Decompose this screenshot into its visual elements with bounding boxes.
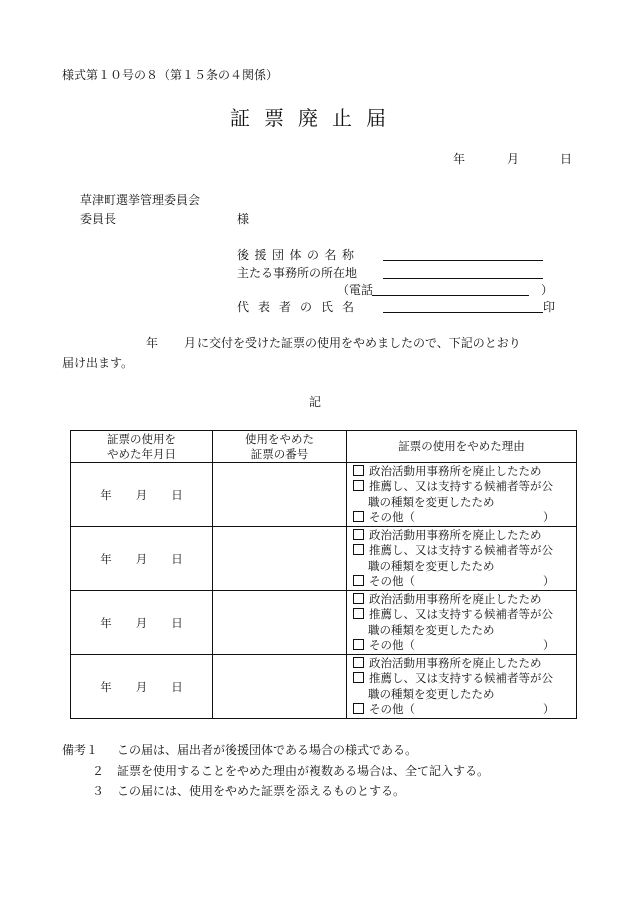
row-year: 年 [100,551,112,566]
note-text-2: 証票を使用することをやめた理由が複数ある場合は、全て記入する。 [117,764,490,778]
phone-close: ） [541,283,554,297]
row-month: 月 [135,615,148,630]
reason-table [70,430,577,719]
reason-cell [347,591,577,655]
phone-label: （電話 [337,283,374,297]
reason-text: 推薦し、又は支持する候補者等が公 [369,543,553,557]
body-text-line1: に交付を受けた証票の使用をやめましたので、下記のとおり [197,336,521,350]
row-month: 月 [135,679,148,694]
reason-text: その他（ [369,574,415,588]
office-address-field[interactable] [383,266,543,279]
reason-checkbox-changed[interactable] [353,608,364,619]
date-month: 月 [507,152,520,166]
table-row [71,591,577,655]
reason-checkbox-other[interactable] [353,639,364,650]
reason-checkbox-closed[interactable] [353,465,364,476]
reason-text: 職の種類を変更したため [368,686,495,701]
stop-date-cell[interactable] [71,655,213,719]
note-text-1: この届は、届出者が後援団体である場合の様式である。 [117,743,418,757]
reason-text: その他（ [369,638,415,652]
row-year: 年 [100,679,112,694]
reason-checkbox-closed[interactable] [353,593,364,604]
reason-text: 職の種類を変更したため [368,558,495,573]
table-header-row [71,431,577,463]
form-number: 様式第１０号の８（第１５条の４関係） [62,68,279,82]
row-year: 年 [100,487,112,502]
reason-text: 職の種類を変更したため [368,622,495,637]
phone-field[interactable] [372,283,529,296]
header-reason: 証票の使用をやめた理由 [347,431,577,463]
office-address-label: 主たる事務所の所在地 [237,266,358,280]
date-year: 年 [453,152,466,166]
row-day: 日 [171,487,183,502]
badge-number-cell[interactable] [213,655,347,719]
reason-text: ） [543,510,555,524]
note-label-3: ３ [92,784,105,798]
seal-mark: 印 [543,300,556,314]
addressee-honorific: 様 [237,212,250,226]
row-year: 年 [100,615,112,630]
reason-checkbox-changed[interactable] [353,672,364,683]
reason-text: 推薦し、又は支持する候補者等が公 [369,607,553,621]
reason-text: 推薦し、又は支持する候補者等が公 [369,671,553,685]
reason-cell [347,463,577,527]
reason-checkbox-other[interactable] [353,703,364,714]
table-row [71,655,577,719]
addressee-committee: 草津町選挙管理委員会 [80,193,201,207]
reason-text: その他（ [369,702,415,716]
reason-cell [347,655,577,719]
reason-text: 政治活動用事務所を廃止したため [369,655,542,670]
stop-date-cell[interactable] [71,527,213,591]
note-text-3: この届には、使用をやめた証票を添えるものとする。 [117,784,406,798]
reason-checkbox-other[interactable] [353,511,364,522]
note-label-1: 備考１ [62,743,99,757]
row-month: 月 [135,487,148,502]
representative-label: 代表者の氏名 [237,300,364,314]
header-date: 証票の使用を やめた年月日 [71,431,213,463]
reason-text: ） [543,574,555,588]
date-day: 日 [560,152,573,166]
row-day: 日 [171,679,183,694]
header-number: 使用をやめた 証票の番号 [213,431,347,463]
addressee-chair: 委員長 [80,212,117,226]
row-day: 日 [171,615,183,630]
page-title: 証票廃止届 [230,106,400,130]
reason-checkbox-closed[interactable] [353,529,364,540]
reason-text: ） [543,638,555,652]
body-text-line2: 届け出ます。 [62,356,134,370]
table-row [71,527,577,591]
reason-text: 推薦し、又は支持する候補者等が公 [369,479,553,493]
reason-cell [347,527,577,591]
stop-date-cell[interactable] [71,591,213,655]
reason-checkbox-closed[interactable] [353,657,364,668]
reason-checkbox-changed[interactable] [353,480,364,491]
reason-text: ） [543,702,555,716]
badge-number-cell[interactable] [213,463,347,527]
representative-field[interactable] [383,300,543,313]
badge-number-cell[interactable] [213,527,347,591]
ki-heading: 記 [308,395,321,409]
row-day: 日 [171,551,183,566]
row-month: 月 [135,551,148,566]
table-row [71,463,577,527]
stop-date-cell[interactable] [71,463,213,527]
reason-text: 政治活動用事務所を廃止したため [369,463,542,478]
reason-text: その他（ [369,510,415,524]
group-name-label: 後援団体の名称 [237,248,360,262]
body-month: 月 [184,336,197,350]
reason-checkbox-other[interactable] [353,575,364,586]
reason-text: 職の種類を変更したため [368,494,495,509]
reason-text: 政治活動用事務所を廃止したため [369,591,542,606]
group-name-field[interactable] [383,248,543,261]
body-year: 年 [146,336,159,350]
note-label-2: ２ [92,764,105,778]
reason-text: 政治活動用事務所を廃止したため [369,527,542,542]
badge-number-cell[interactable] [213,591,347,655]
reason-checkbox-changed[interactable] [353,544,364,555]
